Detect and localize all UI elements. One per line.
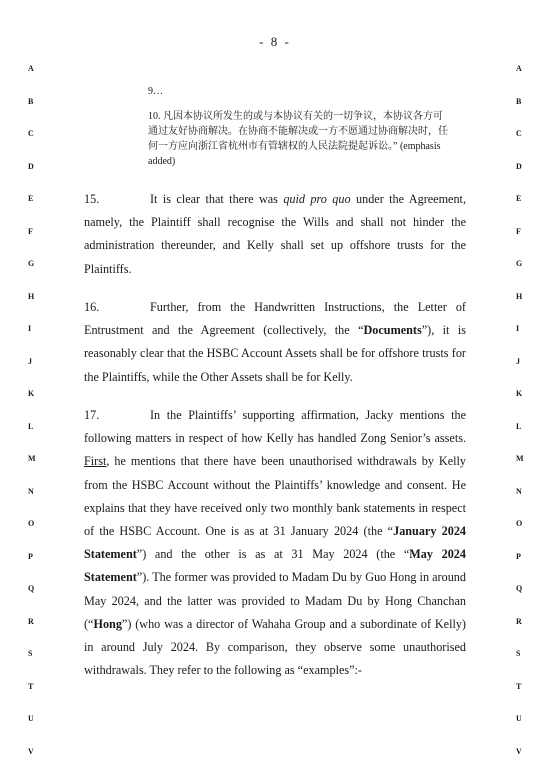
margin-letter-left-l: L bbox=[28, 422, 34, 431]
margin-letter-left-b: B bbox=[28, 97, 34, 106]
margin-letter-left-s: S bbox=[28, 649, 33, 658]
paragraph-17: 17. In the Plaintiffs’ supporting affirmation, Jacky mentions the following matters in respect of how Kelly has handled Zong Senior’s assets. First, he mentions that there have been unauthorised withdrawals by Kelly from the HSBC Account without the Plaintiffs’ knowledge and consent. He explains that they have received only two monthly bank statements in respect of the HSBC Account. One is as at 31 January 2024 (the “January 2024 Statement”) and the other is as at 31 May 2024 (the “May 2024 Statement”). The former was provided to Madam Du by Guo Hong in around May 2024, and the latter was provided to Madam Du by Hong Chanchan (“Hong”) (who was a director of Wahaha Group and a subordinate of Kelly) in around July 2024. By comparison, they observe some unauthorised withdrawals. They refer to the following as “examples”:- bbox=[84, 404, 466, 682]
margin-letter-right-s: S bbox=[516, 649, 521, 658]
margin-letter-left-g: G bbox=[28, 259, 35, 268]
defined-term: Documents bbox=[363, 323, 422, 338]
margin-letter-right-c: C bbox=[516, 129, 522, 138]
margin-letter-right-i: I bbox=[516, 324, 520, 333]
margin-letter-left-u: U bbox=[28, 714, 34, 723]
paragraph-number: 16. bbox=[84, 300, 100, 314]
margin-letter-left-h: H bbox=[28, 292, 35, 301]
margin-letter-right-t: T bbox=[516, 682, 522, 691]
page-number: - 8 - bbox=[259, 34, 291, 49]
margin-letter-right-u: U bbox=[516, 714, 522, 723]
margin-letter-right-v: V bbox=[516, 747, 522, 756]
margin-letter-right-q: Q bbox=[516, 584, 523, 593]
margin-letter-left-v: V bbox=[28, 747, 34, 756]
margin-letter-left-a: A bbox=[28, 64, 34, 73]
margin-letter-left-k: K bbox=[28, 389, 35, 398]
defined-term: May 2024 Statement bbox=[84, 547, 466, 585]
margin-letter-right-o: O bbox=[516, 519, 523, 528]
margin-letter-right-d: D bbox=[516, 162, 522, 171]
margin-letter-right-a: A bbox=[516, 64, 522, 73]
margin-letter-right-k: K bbox=[516, 389, 523, 398]
quoted-clause-9: 9… bbox=[148, 86, 163, 97]
paragraph-16: 16. Further, from the Handwritten Instructions, the Letter of Entrustment and the Agreement (collectively, the “Documents”), it is reasonably clear that the HSBC Account Assets shall be for offshore trusts for the Plaintiffs, while the Other Assets shall be for Kelly. bbox=[84, 296, 466, 389]
margin-letter-right-b: B bbox=[516, 97, 522, 106]
margin-letter-right-l: L bbox=[516, 422, 522, 431]
margin-letter-right-g: G bbox=[516, 259, 523, 268]
margin-letter-right-p: P bbox=[516, 552, 521, 561]
margin-letter-left-c: C bbox=[28, 129, 34, 138]
margin-letter-left-r: R bbox=[28, 617, 34, 626]
margin-letter-right-f: F bbox=[516, 227, 521, 236]
margin-letter-right-j: J bbox=[516, 357, 520, 366]
margin-letter-left-m: M bbox=[28, 454, 36, 463]
margin-letter-left-p: P bbox=[28, 552, 33, 561]
margin-letter-left-q: Q bbox=[28, 584, 35, 593]
margin-letter-left-d: D bbox=[28, 162, 34, 171]
paragraph-number: 15. bbox=[84, 192, 100, 206]
margin-letter-right-e: E bbox=[516, 194, 522, 203]
defined-term: Hong bbox=[93, 616, 122, 631]
defined-term: January 2024 Statement bbox=[84, 524, 467, 562]
clause-10-chinese-text: 10. 凡因本协议所发生的或与本协议有关的一切争议，本协议各方可通过友好协商解决。在协商不能解决或一方不愿通过协商解决时，任何一方应向浙江省杭州市有管辖权的人民法院提起诉讼。 bbox=[148, 111, 448, 152]
margin-letter-left-t: T bbox=[28, 682, 34, 691]
margin-letter-left-i: I bbox=[28, 324, 32, 333]
margin-letter-left-j: J bbox=[28, 357, 32, 366]
italic-term: quid pro quo bbox=[283, 192, 351, 206]
margin-letter-right-n: N bbox=[516, 487, 522, 496]
margin-letter-right-h: H bbox=[516, 292, 523, 301]
margin-letter-left-n: N bbox=[28, 487, 34, 496]
emphasis-note: ” (emphasis added) bbox=[148, 141, 441, 167]
margin-letter-right-m: M bbox=[516, 454, 524, 463]
paragraph-15: 15. It is clear that there was quid pro quo under the Agreement, namely, the Plaintiff shall recognise the Wills and shall not hinder the administration thereunder, and Kelly shall set up offshore trusts for the Plaintiffs. bbox=[84, 188, 466, 281]
margin-letter-left-o: O bbox=[28, 519, 35, 528]
paragraph-number: 17. bbox=[84, 408, 100, 422]
underlined-term: First bbox=[84, 454, 107, 469]
margin-letter-left-e: E bbox=[28, 194, 34, 203]
quoted-clause-10 bbox=[148, 109, 448, 169]
margin-letter-right-r: R bbox=[516, 617, 522, 626]
margin-letter-left-f: F bbox=[28, 227, 33, 236]
